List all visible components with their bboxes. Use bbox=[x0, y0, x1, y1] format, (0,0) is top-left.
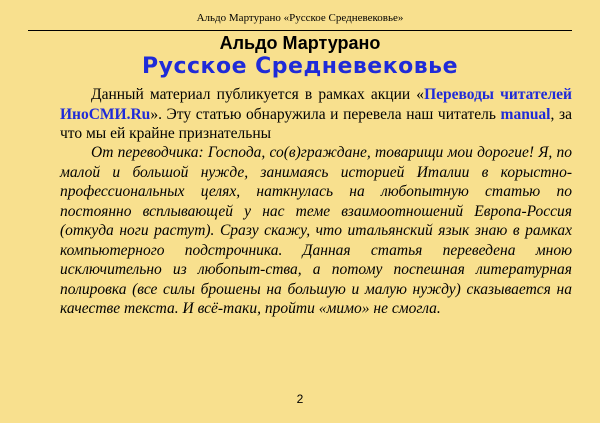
running-header: Альдо Мартурано «Русское Средневековье» bbox=[196, 12, 404, 24]
translator-note-text: От переводчика: Господа, со(в)граждане, товарищи мои дорогие! Я, по малой и большой нужде, занимаясь историей Италии в корыстно-профессиональных целях, наткнулась на любопытную статью по постоянно всплывающей у нас теме взаимоотношений Европа-Россия (откуда ноги растут). Сразу скажу, что итальянский язык знаю в рамках компьютерного подстрочника. Данная статья переведена мною исключительно из любопыт-ства, а потому поспешная литературная полировка (все силы брошены на большую и малую нужду) сказывается на качестве текста. И всё-таки, пройти «мимо» не смогла. bbox=[60, 144, 572, 317]
header-rule bbox=[28, 30, 572, 31]
page-number: 2 bbox=[296, 392, 304, 406]
intro-text-2: ». Эту статью обнаружила и перевела наш читатель bbox=[150, 105, 501, 123]
translator-link[interactable]: manual bbox=[500, 105, 551, 123]
intro-paragraph bbox=[60, 85, 572, 144]
author-name: Альдо Мартурано bbox=[219, 33, 381, 53]
intro-text-1: Данный материал публикуется в рамках акции « bbox=[91, 86, 425, 103]
readers-translations-link[interactable]: Переводы читателей ИноСМИ.Ru bbox=[60, 86, 572, 123]
translator-note bbox=[60, 143, 572, 319]
document-title: Русское Средневековье bbox=[141, 54, 459, 79]
intro-text-3: , за что мы ей крайне признательны bbox=[60, 105, 572, 142]
